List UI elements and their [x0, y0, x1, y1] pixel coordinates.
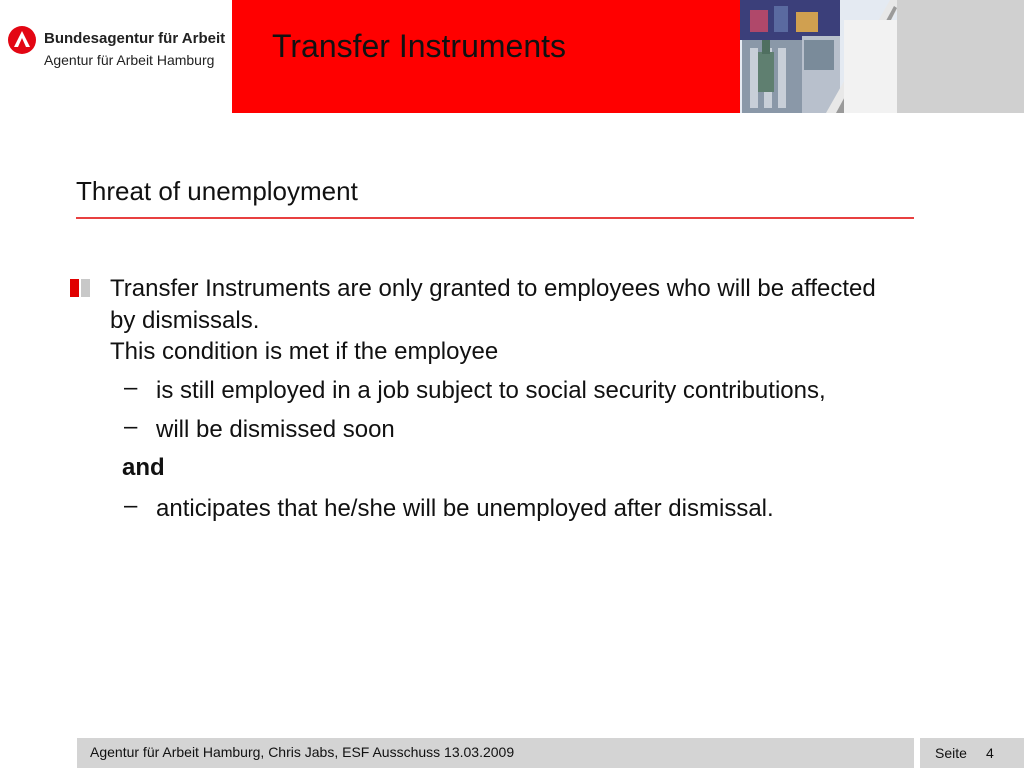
agency-logo-icon [8, 26, 36, 54]
sub-item-1: is still employed in a job subject to social security contributions, [156, 377, 826, 404]
sub-item-3: anticipates that he/she will be unemployed after dismissal. [156, 495, 774, 522]
bullet-icon [70, 279, 90, 297]
slide-title: Transfer Instruments [272, 28, 567, 64]
footer-text: Agentur für Arbeit Hamburg, Chris Jabs, ESF Ausschuss 13.03.2009 [90, 744, 515, 760]
section-heading: Threat of unemployment [76, 176, 358, 206]
page-number: 4 [986, 745, 994, 761]
logo-text-secondary: Agentur für Arbeit Hamburg [44, 52, 215, 68]
section-divider [76, 217, 914, 219]
dash-icon: – [124, 374, 138, 401]
sub-item-2: will be dismissed soon [156, 416, 395, 443]
bullet-text-line2: by dismissals. [110, 307, 260, 334]
logo-text-primary: Bundesagentur für Arbeit [44, 30, 226, 47]
header-photo [740, 0, 897, 113]
header-gray-block [897, 0, 1024, 113]
dash-icon: – [124, 413, 138, 440]
logo-area [0, 0, 232, 113]
dash-icon: – [124, 492, 138, 519]
connector-text: and [122, 454, 165, 481]
bullet-text-line3: This condition is met if the employee [110, 338, 499, 365]
bullet-text-line1: Transfer Instruments are only granted to employees who will be affected [110, 275, 876, 302]
city-photo-image [740, 0, 897, 113]
page-label: Seite [935, 745, 967, 761]
